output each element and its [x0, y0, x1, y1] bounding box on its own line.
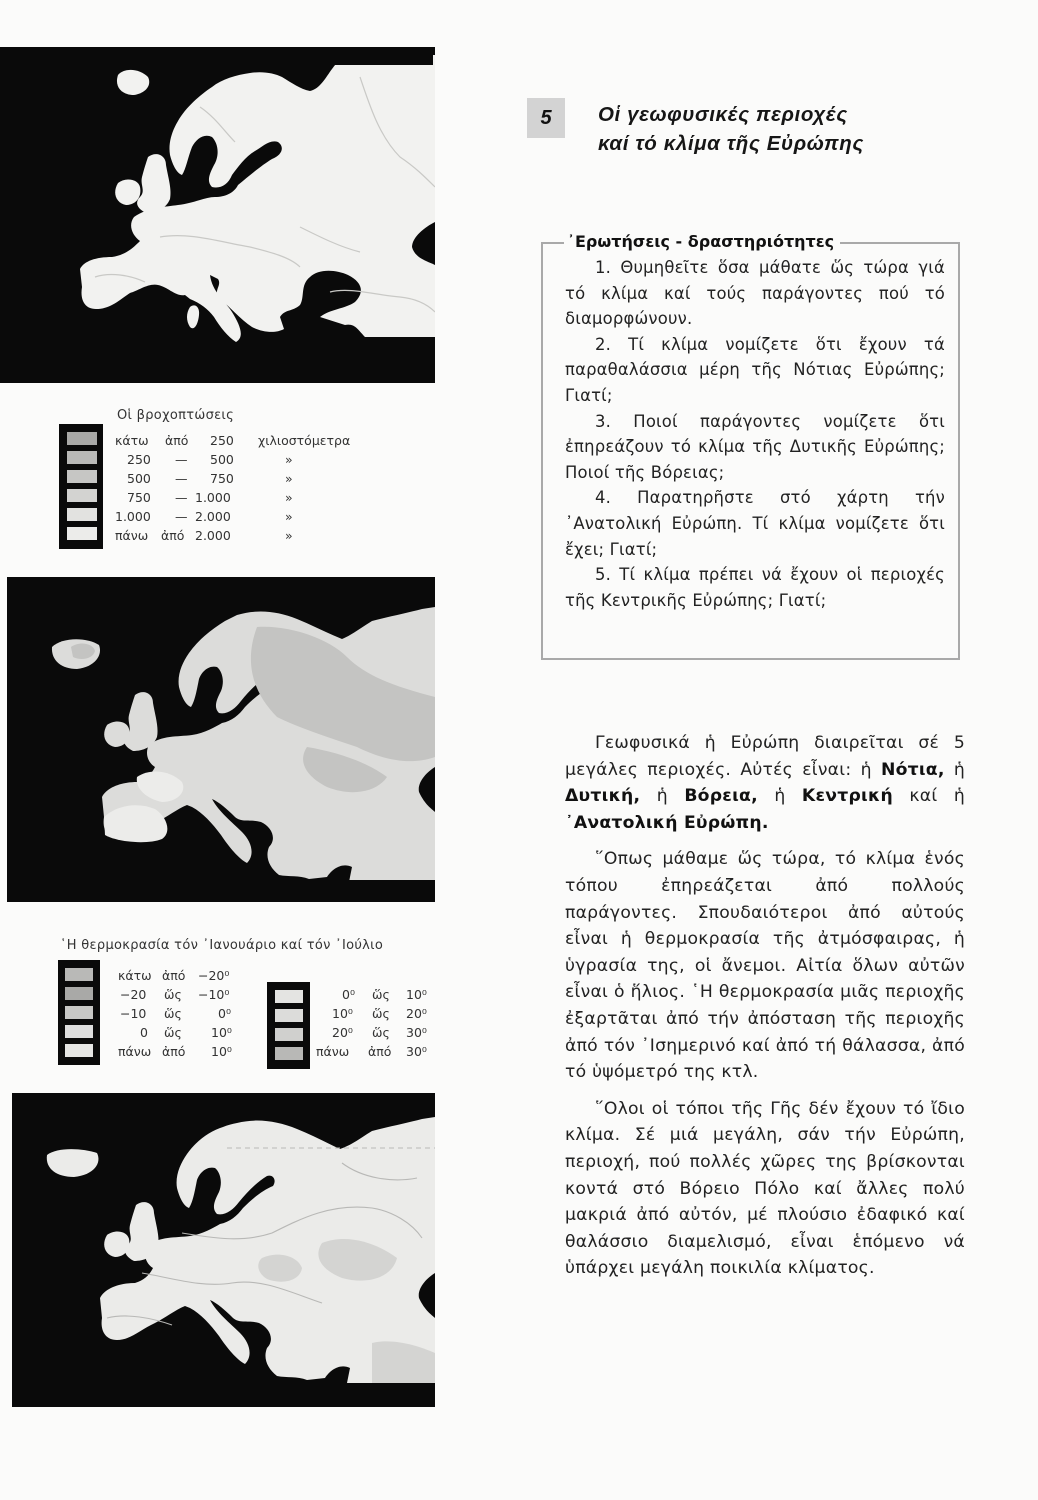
rainfall-swatch-1 [67, 432, 97, 445]
range-unit: » [285, 452, 293, 467]
range-to: 30⁰ [406, 1025, 427, 1040]
range-to: 250 [210, 433, 234, 448]
chapter-title-line-1: Οἱ γεωφυσικές περιοχές [598, 103, 848, 126]
range-to: −10⁰ [198, 987, 230, 1002]
question-item: 3. Ποιοί παράγοντες νομίζετε ὅτι ἐπηρεάζουν τό κλίμα τῆς Δυτικῆς Εὐρώπης; Ποιοί τῆς Βόρειας; [565, 411, 945, 482]
range-to: 10⁰ [211, 1025, 232, 1040]
range-to: 500 [210, 452, 234, 467]
july-swatch-1 [275, 990, 303, 1003]
range-sep: ἀπό [162, 968, 186, 983]
questions-list [565, 255, 945, 613]
text-run: ἡ [944, 759, 965, 780]
range-to: 0⁰ [218, 1006, 231, 1021]
region-central: Κεντρική [801, 786, 893, 807]
range-from: κάτω [115, 433, 149, 448]
chapter-title-line-2: καί τό κλίμα τῆς Εὐρώπης [598, 132, 864, 155]
range-to: −20⁰ [198, 968, 230, 983]
range-to: 1.000 [195, 490, 231, 505]
july-swatch-2 [275, 1009, 303, 1022]
text-run: Γεωφυσικά ἡ Εὐρώπη διαιρεῖται σέ 5 μεγάλες περιοχές. Αὐτές εἶναι: ἡ [565, 733, 965, 780]
range-unit: » [285, 471, 293, 486]
question-item: 1. Θυμηθεῖτε ὅσα μάθατε ὥς τώρα γιά τό κλίμα καί τούς παράγοντες πού τό διαμορφώνουν. [565, 258, 945, 329]
range-to: 2.000 [195, 528, 231, 543]
questions-title: ᾽Ερωτήσεις - δραστηριότητες [564, 232, 840, 251]
rainfall-swatch-4 [67, 489, 97, 502]
rainfall-swatch-6 [67, 527, 97, 540]
january-swatch-4 [65, 1025, 93, 1038]
range-from: πάνω [118, 1044, 152, 1059]
paragraph-regions [565, 730, 965, 836]
range-sep: ὥς [372, 1025, 390, 1040]
range-from: −20 [120, 987, 147, 1002]
july-legend-swatches [267, 982, 310, 1069]
january-swatch-3 [65, 1006, 93, 1019]
range-from: κάτω [118, 968, 152, 983]
range-unit: » [285, 509, 293, 524]
paragraph-climate-factors: ῞Οπως μάθαμε ὥς τώρα, τό κλίμα ἑνός τόπου ἐπηρεάζεται ἀπό πολλούς παράγοντες. Σπουδαιότεροι ἀπό αὐτούς εἶναι ἡ θερμοκρασία τῆς ἀτμόσφαιρας, ἡ ὑγρασία της, οἱ ἄνεμοι. Αἰτία ὅλων αὐτῶν εἶναι ὁ ἥλιος. ῾Η θερμοκρασία μιᾶς περιοχῆς ἐξαρτᾶται ἀπό τήν ἀπόσταση τῆς περιοχῆς ἀπό τόν ᾽Ισημερινό καί ἀπό τή θάλασσα, ἀπό τό ὑψόμετρό της κτλ. [565, 849, 965, 1083]
range-from: 750 [127, 490, 151, 505]
january-legend-swatches [58, 960, 100, 1065]
rainfall-swatch-5 [67, 508, 97, 521]
europe-january-map-drawing [7, 577, 435, 902]
question-item: 5. Τί κλίμα πρέπει νά ἔχουν οἱ περιοχές τῆς Κεντρικῆς Εὐρώπης; Γιατί; [565, 565, 945, 610]
range-from: 0 [140, 1025, 148, 1040]
region-west: Δυτική, [565, 786, 641, 807]
text-run: καί ἡ [892, 786, 965, 807]
range-unit: χιλιοστόμετρα [258, 433, 351, 448]
europe-july-map-drawing [12, 1093, 435, 1407]
range-sep: — [175, 490, 188, 505]
chapter-number-badge: 5 [527, 98, 565, 138]
range-sep: ἀπό [368, 1044, 392, 1059]
region-east: ᾽Ανατολική Εὐρώπη. [565, 812, 769, 833]
rainfall-swatch-3 [67, 470, 97, 483]
range-from: 500 [127, 471, 151, 486]
range-to: 750 [210, 471, 234, 486]
range-sep: ἀπό [162, 1044, 186, 1059]
question-item: 2. Τί κλίμα νομίζετε ὅτι ἔχουν τά παραθαλάσσια μέρη τῆς Νότιας Εὐρώπης; Γιατί; [565, 334, 945, 405]
rainfall-legend-swatches [59, 424, 103, 549]
range-from: 1.000 [115, 509, 151, 524]
range-from: 250 [127, 452, 151, 467]
europe-rainfall-map-drawing [0, 47, 435, 383]
europe-july-temperature-map [12, 1093, 435, 1407]
july-swatch-4 [275, 1047, 303, 1060]
europe-january-temperature-map [7, 577, 435, 902]
range-sep: — [175, 509, 188, 524]
range-sep: ὥς [372, 1006, 390, 1021]
range-unit: » [285, 528, 293, 543]
july-swatch-3 [275, 1028, 303, 1041]
range-unit: » [285, 490, 293, 505]
text-run: ἡ [757, 786, 802, 807]
range-from: −10 [120, 1006, 147, 1021]
text-run: ἡ [640, 786, 685, 807]
range-to: 30⁰ [406, 1044, 427, 1059]
range-to: 2.000 [195, 509, 231, 524]
range-sep: — [175, 471, 188, 486]
bottom-frame-bar [349, 880, 435, 902]
paragraph-climate-variety: ῞Ολοι οἱ τόποι τῆς Γῆς δέν ἔχουν τό ἴδιο κλίμα. Σέ μιά μεγάλη, σάν τήν Εὐρώπη, περιοχή, πού πολλές χῶρες της βρίσκονται κοντά στό Βόρειο Πόλο καί ἄλλες πολύ μακριά ἀπό αὐτόν, μέ πλούσιο ἐδαφικό καί θαλάσσιο διαμελισμό, εἶναι ἑπόμενο νά ὑπάρχει μεγάλη ποικιλία κλίματος. [565, 1098, 965, 1279]
range-from: 10⁰ [332, 1006, 353, 1021]
range-to: 10⁰ [406, 987, 427, 1002]
range-from: πάνω [115, 528, 149, 543]
range-sep: ὥς [372, 987, 390, 1002]
january-swatch-5 [65, 1044, 93, 1057]
europe-rainfall-map [0, 47, 435, 383]
range-sep: ὥς [164, 987, 182, 1002]
range-from: 20⁰ [332, 1025, 353, 1040]
rainfall-swatch-2 [67, 451, 97, 464]
question-item: 4. Παρατηρῆστε στό χάρτη τήν ᾽Ανατολική Εὐρώπη. Τί κλίμα νομίζετε ὅτι ἔχει; Γιατί; [565, 488, 945, 559]
region-south: Νότια, [880, 759, 945, 780]
region-north: Βόρεια, [684, 786, 758, 807]
range-sep: ἀπό [161, 528, 185, 543]
range-sep: ὥς [164, 1025, 182, 1040]
body-text [565, 730, 965, 1292]
rainfall-legend-title: Οἱ βροχοπτώσεις [117, 408, 235, 423]
range-sep: ὥς [164, 1006, 182, 1021]
range-sep: ἀπό [165, 433, 189, 448]
range-from: πάνω [316, 1044, 350, 1059]
range-sep: — [175, 452, 188, 467]
january-swatch-1 [65, 968, 93, 981]
range-to: 10⁰ [211, 1044, 232, 1059]
range-to: 20⁰ [406, 1006, 427, 1021]
range-from: 0⁰ [342, 987, 355, 1002]
temperature-legend-title: ῾Η θερμοκρασία τόν ᾽Ιανουάριο καί τόν ᾽Ιούλιο [60, 938, 384, 953]
chapter-title [598, 100, 998, 158]
top-frame-bar [0, 47, 433, 65]
january-swatch-2 [65, 987, 93, 1000]
bottom-frame-bar [347, 1383, 435, 1407]
